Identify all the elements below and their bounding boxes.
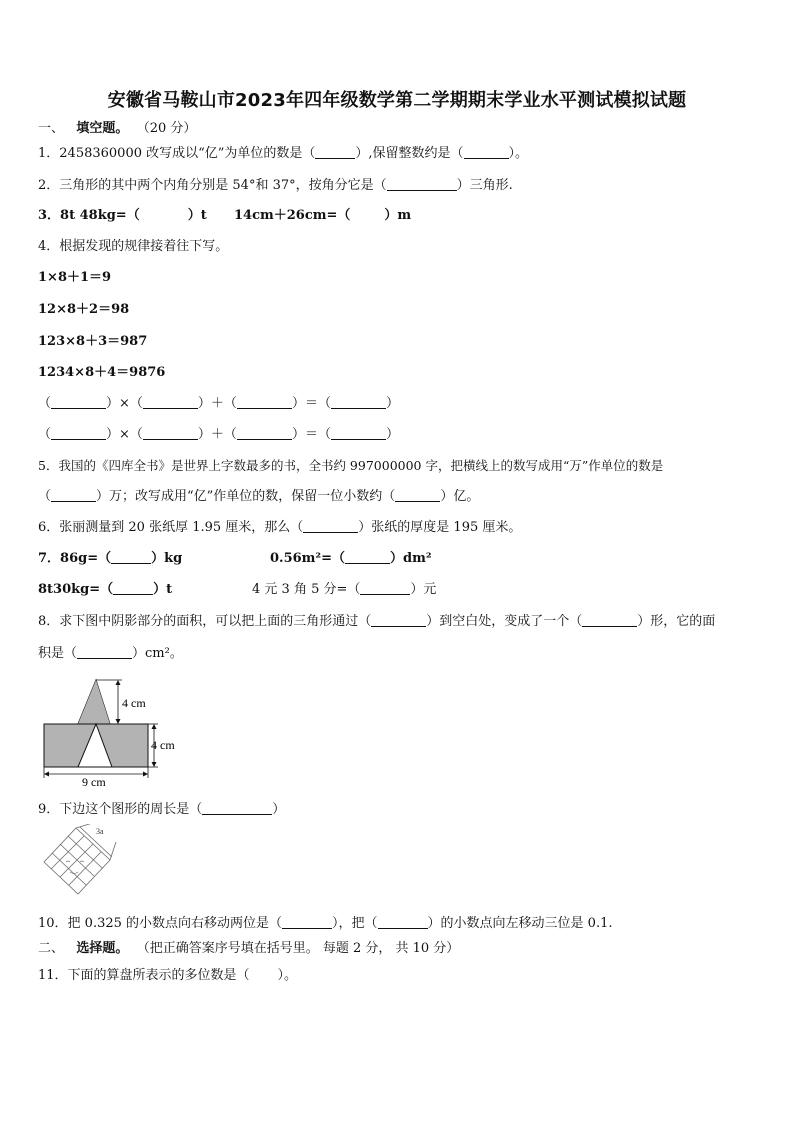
question-2 [38,177,513,195]
q4-row2-blank-2[interactable] [143,426,198,440]
question-10 [38,915,613,933]
question-1 [38,145,528,163]
section2-note: （把正确答案序号填在括号里。 每题 2 分， 共 10 分） [136,941,460,956]
q6-answer-blank[interactable] [303,519,358,533]
section1-points: （20 分） [136,121,197,136]
q4-row2-blank-3[interactable] [237,426,292,440]
q2-text-a: 2．三角形的其中两个内角分别是 54°和 37°，按角分它是（ [38,178,387,193]
q4-prompt: 4．根据发现的规律接着往下写。 [38,239,229,254]
q6-text-a: 6．张丽测量到 20 张纸厚 1.95 厘米，那么（ [38,520,304,535]
q5-text-b: （ [38,489,52,504]
q7-answer-blank-3[interactable] [113,581,153,595]
q5-line-1: 5．我国的《四库全书》是世界上字数最多的书，全书约 997000000 字，把横线上的数写成用“万”作单位的数是 [38,458,664,473]
section1-name: 填空题。 [76,121,129,136]
q7-text-e: 8t30kg=（ [38,582,114,597]
q3-text-d: ）m [384,208,412,223]
q8-answer-blank-3[interactable] [77,645,132,659]
question-3-part-2 [234,207,411,225]
q7-text-c: 0.56m²=（ [270,551,346,566]
q1-text-c: ）。 [508,146,529,161]
section2-number: 二、 [38,941,65,956]
question-9 [38,801,285,819]
q1-answer-blank-1[interactable] [315,145,355,159]
q5-answer-blank-2[interactable] [395,488,440,502]
arrow-head [143,772,148,777]
q3-text-b: ）t [187,208,207,223]
q5-line-2 [38,488,479,506]
q4-plus: ）＋（ [197,427,237,442]
q4-plus: ）＋（ [197,396,237,411]
top-height-label: 4 cm [122,696,146,710]
q10-text-b: ），把（ [332,916,378,931]
q7-text-h: ）元 [410,582,437,597]
arrow-head [152,724,157,729]
q10-text-a: 10．把 0.325 的小数点向右移动两位是（ [38,916,283,931]
side-length-label: 3a [96,827,104,836]
q9-answer-blank[interactable] [202,801,272,815]
grid-lines [44,824,116,894]
q11-text-b: ）。 [277,968,298,983]
section1-heading [38,120,196,138]
q7-answer-blank-2[interactable] [345,550,390,564]
q4-open-paren: （ [38,427,52,442]
q5-text-d: ）亿。 [440,489,480,504]
question-11 [38,967,297,985]
q4-row1-blank-3[interactable] [237,395,292,409]
q10-answer-blank-1[interactable] [282,915,332,929]
q2-text-b: ）三角形. [456,178,513,193]
grid-outline [44,828,110,894]
q4-times: ）×（ [106,427,143,442]
q4-equals: ）＝（ [291,396,331,411]
q5-text-c: ）万；改写成用“亿”作单位的数，保留一位小数约（ [96,489,396,504]
q4-equation-4: 1234×8＋4＝9876 [38,365,166,380]
q4-close-paren: ） [385,396,399,411]
q10-answer-blank-2[interactable] [378,915,428,929]
q10-text-c: ）的小数点向左移动三位是 0.1. [427,916,613,931]
q4-close-paren: ） [385,427,399,442]
q8-line-2 [38,645,183,663]
q4-answer-row-2 [38,426,399,444]
q7-part-3 [38,581,172,599]
q4-times: ）×（ [106,396,143,411]
q8-text-d: 积是（ [38,646,78,661]
q3-text-c: 14cm＋26cm=（ [234,208,351,223]
q7-text-b: ）kg [151,551,183,566]
q7-text-a: 7．86g=（ [38,551,112,566]
q7-answer-blank-1[interactable] [111,550,151,564]
q8-text-a: 8．求下图中阴影部分的面积，可以把上面的三角形通过（ [38,614,372,629]
q4-equals: ）＝（ [291,427,331,442]
q7-answer-blank-4[interactable] [360,581,410,595]
q3-text-a: 3．8t 48kg=（ [38,208,140,223]
q7-text-g: 4 元 3 角 5 分=（ [252,582,361,597]
q4-open-paren: （ [38,396,52,411]
q5-answer-blank-1[interactable] [51,488,96,502]
q8-text-c: ）形，它的面 [637,614,716,629]
q9-text-b: ） [272,802,286,817]
question-6 [38,519,521,537]
q4-row1-blank-1[interactable] [51,395,106,409]
q7-part-4 [252,581,436,599]
q1-text-b: ）,保留整数约是（ [355,146,464,161]
q4-row2-blank-1[interactable] [51,426,106,440]
q7-text-d: ）dm² [390,551,432,566]
page-title: 安徽省马鞍山市2023年四年级数学第二学期期末学业水平测试模拟试题 [107,90,687,111]
q4-equation-3: 123×8＋3＝987 [38,334,148,349]
q2-answer-blank[interactable] [387,177,457,191]
q8-text-e: ）cm²。 [132,646,183,661]
q8-shaded-figure [30,672,200,792]
q7-part-1 [38,550,182,568]
width-label: 9 cm [82,775,106,789]
q4-row1-blank-2[interactable] [143,395,198,409]
section2-name: 选择题。 [76,941,129,956]
q6-text-b: ）张纸的厚度是 195 厘米。 [358,520,522,535]
q8-answer-blank-2[interactable] [582,613,637,627]
q1-answer-blank-2[interactable] [464,145,509,159]
section1-number: 一、 [38,121,65,136]
arrow-head [44,772,49,777]
q7-part-2 [270,550,432,568]
arrow-head [152,762,157,767]
q9-text-a: 9．下边这个图形的周长是（ [38,802,203,817]
q8-answer-blank-1[interactable] [371,613,426,627]
arrow-head [116,719,121,724]
section2-heading [38,940,459,958]
q8-text-b: ）到空白处，变成了一个（ [426,614,583,629]
q8-line-1 [38,613,715,631]
q4-equation-2: 12×8＋2＝98 [38,302,130,317]
q11-text-a: 11．下面的算盘所表示的多位数是（ [38,968,250,983]
sketch-marks [66,861,84,874]
arrow-head [116,680,121,685]
q7-text-f: ）t [153,582,173,597]
q4-answer-row-1 [38,395,399,413]
q4-equation-1: 1×8＋1＝9 [38,270,112,285]
q9-grid-figure [36,824,122,906]
q1-text-a: 1．2458360000 改写成以“亿”为单位的数是（ [38,146,316,161]
q4-row1-blank-4[interactable] [331,395,386,409]
right-height-label: 4 cm [151,738,175,752]
question-3 [38,207,207,225]
q4-row2-blank-4[interactable] [331,426,386,440]
